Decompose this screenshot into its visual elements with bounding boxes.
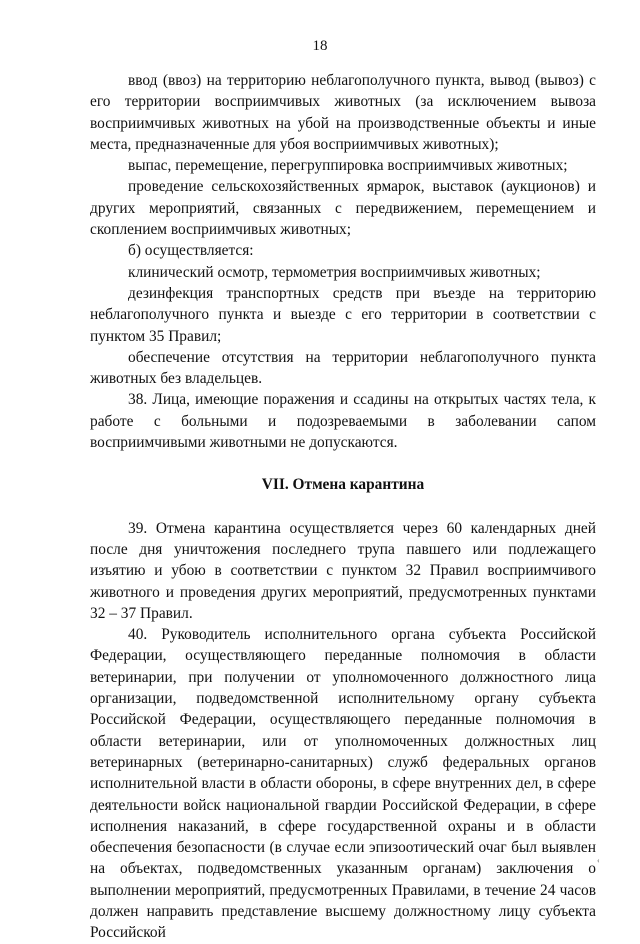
paragraph-40: 40. Руководитель исполнительного органа субъекта Российской Федерации, осуществляющего переданные полномочия в области ветеринарии, при получении от уполномоченного должностного лица организации, подведомственной исполнительному органу субъекта Российской Федерации, осуществляющего переданные полномочия в области ветеринарии, или от уполномоченных должностных лиц ветеринарных (ветеринарно-санитарных) служб федеральных органов исполнительной власти в области обороны, в сфере внутренних дел, в сфере деятельности войск национальной гвардии Российской Федерации, в сфере исполнения наказаний, в сфере государственной охраны и в области обеспечения безопасности (в случае если эпизоотический очаг был выявлен на объектах, подведомственных указанным органам) заключения о выполнении мероприятий, предусмотренных Правилами, в течение 24 часов должен направить представление высшему должностному лицу субъекта Российской <box>90 626 596 942</box>
paragraph: обеспечение отсутствия на территории неблагополучного пункта животных без владельцев. <box>90 348 596 388</box>
paragraph: проведение сельскохозяйственных ярмарок, выставок (аукционов) и других мероприятий, связанных с передвижением, перемещением и скоплением восприимчивых животных; <box>90 178 596 239</box>
paragraph-38: 38. Лица, имеющие поражения и ссадины на открытых частях тела, к работе с больными и подозреваемыми в заболевании сапом восприимчивыми животными не допускаются. <box>90 391 596 452</box>
edge-mark: ‹ <box>597 856 600 865</box>
paragraph: б) осуществляется: <box>128 242 254 260</box>
paragraph: выпас, перемещение, перегруппировка восприимчивых животных; <box>128 157 568 175</box>
paragraph: дезинфекция транспортных средств при въезде на территорию неблагополучного пункта и выезде с его территории в соответствии с пунктом 35 Правил; <box>90 284 596 345</box>
paragraph: ввод (ввоз) на территорию неблагополучного пункта, вывод (вывоз) с его территории восприимчивых животных (за исключением вывоза восприимчивых животных на убой на производственные объекты и иные места, предназначенные для убоя восприимчивых животных); <box>90 72 596 153</box>
paragraph: клинический осмотр, термометрия восприимчивых животных; <box>128 263 541 281</box>
document-body <box>90 70 596 944</box>
section-title: VII. Отмена карантина <box>261 476 425 494</box>
paragraph-39: 39. Отмена карантина осуществляется через 60 календарных дней после дня уничтожения последнего трупа павшего или подлежащего изъятию и убою в соответствии с пунктом 32 Правил восприимчивого животного и проведения других мероприятий, предусмотренных пунктами 32 – 37 Правил. <box>90 519 596 622</box>
page-number: 18 <box>312 38 328 54</box>
